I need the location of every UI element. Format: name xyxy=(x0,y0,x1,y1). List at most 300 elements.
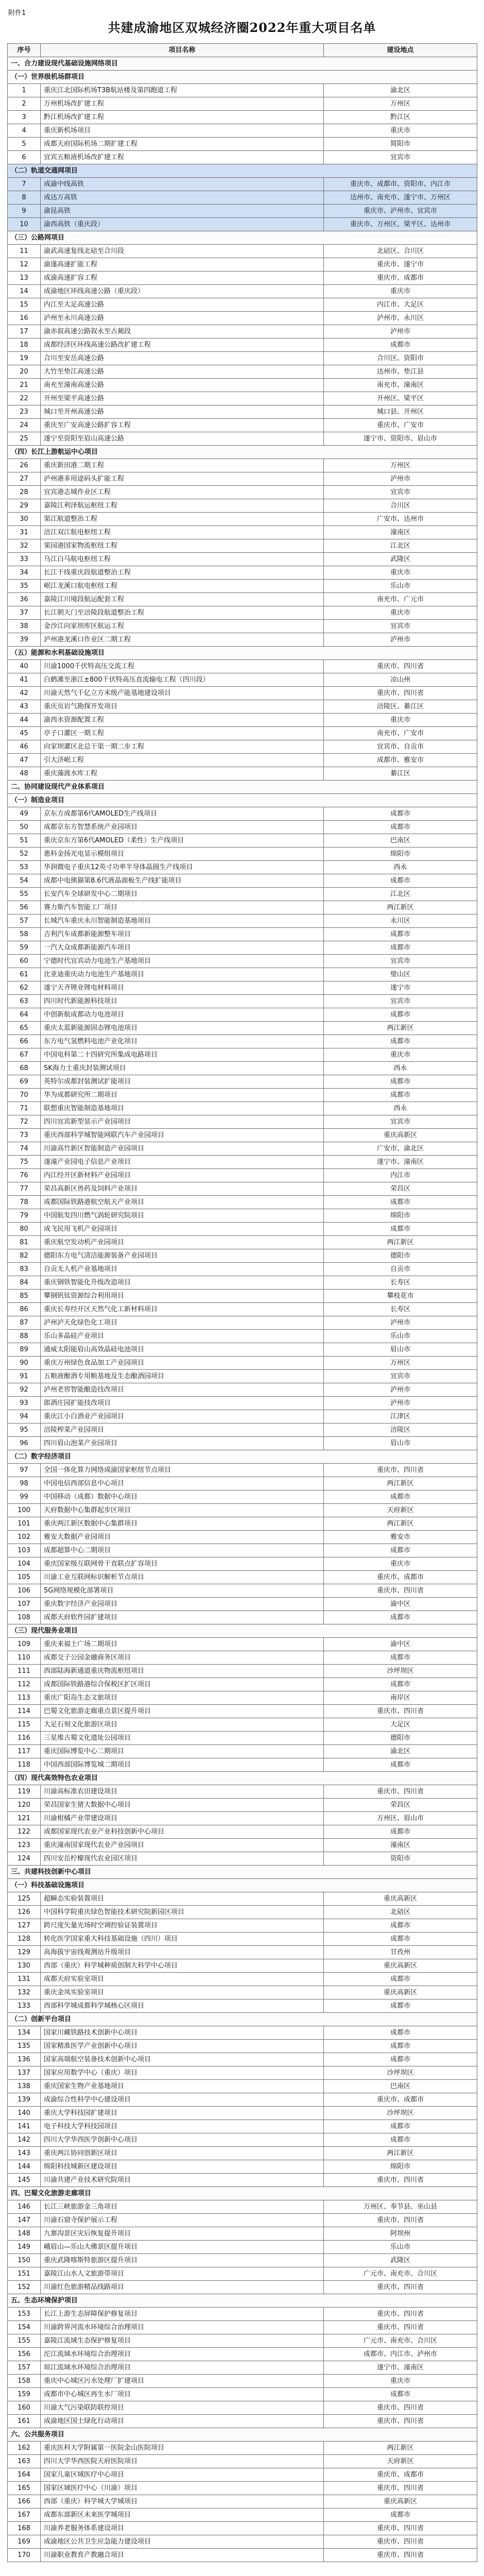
row-number: 1 xyxy=(8,84,41,97)
row-number: 136 xyxy=(8,2053,41,2066)
row-number: 164 xyxy=(8,2468,41,2482)
project-name: 惠科金扬光电显示模组项目 xyxy=(41,848,324,861)
table-row xyxy=(8,1571,477,1584)
project-name: 涪陵榨菜产业园项目 xyxy=(41,1423,324,1437)
project-table-container xyxy=(7,43,477,2562)
project-name: 四川大学华西医院天府医院项目 xyxy=(41,2455,324,2468)
table-row xyxy=(8,1263,477,1276)
project-name: 渝遂高速扩能工程 xyxy=(41,258,324,272)
project-location: 沙坪坝区 xyxy=(324,2107,477,2120)
table-row xyxy=(8,2549,477,2562)
project-name: 成都中电熊猫第8.6代液晶面板生产线扩能项目 xyxy=(41,874,324,888)
project-name: 成飞民用飞机产业园项目 xyxy=(41,1223,324,1236)
table-row xyxy=(8,553,477,566)
table-row xyxy=(8,499,477,513)
project-location: 重庆市、泸州市、宜宾市 xyxy=(324,205,477,218)
project-name: 三星堆古蜀文化遗址公园项目 xyxy=(41,1732,324,1745)
project-location: 重庆市、成都市 xyxy=(324,1571,477,1584)
row-number: 152 xyxy=(8,2281,41,2294)
table-row xyxy=(8,2468,477,2482)
table-row xyxy=(8,1464,477,1477)
section-header-row xyxy=(8,2187,477,2200)
project-location: 遂宁市、资阳市、眉山市 xyxy=(324,432,477,446)
row-number: 118 xyxy=(8,1758,41,1772)
row-number: 120 xyxy=(8,1799,41,1812)
project-name: 成都东部新区未来医学城项目 xyxy=(41,2509,324,2522)
row-number: 145 xyxy=(8,2174,41,2187)
project-name: 宜宾港志城作业区工程 xyxy=(41,486,324,499)
section-title: （二）轨道交通网项目 xyxy=(8,164,477,178)
project-location: 成都市 xyxy=(324,1075,477,1089)
table-row xyxy=(8,1156,477,1169)
project-name: 中国西部国际博览城二期项目 xyxy=(41,1758,324,1772)
table-row xyxy=(8,606,477,620)
row-number: 48 xyxy=(8,767,41,781)
header-location: 建设地点 xyxy=(324,44,477,57)
row-number: 71 xyxy=(8,1102,41,1115)
project-location: 北碚区 xyxy=(324,1906,477,1919)
project-name: 涪江双江航电枢纽工程 xyxy=(41,526,324,539)
project-location: 成都市 xyxy=(324,1544,477,1557)
row-number: 102 xyxy=(8,1531,41,1544)
project-location: 成都市 xyxy=(324,1651,477,1665)
table-row xyxy=(8,1383,477,1397)
project-name: 峨眉山—乐山大佛景区提升项目 xyxy=(41,2241,324,2254)
project-location: 重庆市、四川省 xyxy=(324,2214,477,2227)
table-row xyxy=(8,1075,477,1089)
project-name: 川渝共建产业技术研究院项目 xyxy=(41,2174,324,2187)
table-row xyxy=(8,2281,477,2294)
project-name: 重庆藻渡水库工程 xyxy=(41,767,324,781)
row-number: 2 xyxy=(8,97,41,111)
section-title: （三）现代服务业项目 xyxy=(8,1624,477,1638)
project-name: 重庆新机场项目 xyxy=(41,124,324,138)
table-row xyxy=(8,2227,477,2241)
project-name: 嘉陵江山水人文旅游带项目 xyxy=(41,2267,324,2281)
project-name: 华润微电子重庆12英寸功率半导体晶圆生产线项目 xyxy=(41,861,324,874)
row-number: 26 xyxy=(8,459,41,472)
project-name: 内江至大足高速公路 xyxy=(41,298,324,312)
project-location: 长寿区 xyxy=(324,1303,477,1316)
table-row xyxy=(8,1557,477,1571)
table-body xyxy=(8,57,477,2562)
table-row xyxy=(8,968,477,981)
project-location: 宜宾市 xyxy=(324,955,477,968)
project-location: 长寿区 xyxy=(324,1276,477,1290)
project-name: 重庆潼南国家现代农业产业园项目 xyxy=(41,1839,324,1852)
project-location: 开州区、梁平区 xyxy=(324,392,477,405)
row-number: 72 xyxy=(8,1115,41,1129)
table-row xyxy=(8,1531,477,1544)
row-number: 86 xyxy=(8,1303,41,1316)
row-number: 108 xyxy=(8,1611,41,1624)
project-name: 白鹤滩至浙江±800千伏特高压直流输电工程（四川段） xyxy=(41,673,324,687)
project-name: 嘉陵江川境段航运配套工程 xyxy=(41,593,324,606)
section-header-row xyxy=(8,164,477,178)
project-name: 宜宾五粮液机场改扩建工程 xyxy=(41,151,324,164)
project-name: 重庆页岩气勘探开发项目 xyxy=(41,700,324,714)
project-name: 合川至安岳高速公路 xyxy=(41,352,324,365)
row-number: 122 xyxy=(8,1825,41,1839)
table-row xyxy=(8,1691,477,1705)
row-number: 139 xyxy=(8,2093,41,2107)
project-name: 重庆广阳岛生态文旅项目 xyxy=(41,1691,324,1705)
row-number: 124 xyxy=(8,1852,41,1866)
project-location: 江津区 xyxy=(324,1410,477,1423)
project-name: 渝赤叙高速公路叙永至古蔺段 xyxy=(41,325,324,338)
project-location: 两江新区 xyxy=(324,1022,477,1035)
table-row xyxy=(8,1290,477,1303)
table-row xyxy=(8,1169,477,1182)
project-location: 渝中区 xyxy=(324,1638,477,1651)
table-row xyxy=(8,1651,477,1665)
project-location: 涪陵区 xyxy=(324,1423,477,1437)
project-name: 大足石刻文化旅游区项目 xyxy=(41,1718,324,1732)
table-row xyxy=(8,754,477,767)
row-number: 54 xyxy=(8,874,41,888)
project-name: 川渝高竹新区智能制造产业园项目 xyxy=(41,1142,324,1156)
table-row xyxy=(8,1276,477,1290)
project-location: 遂宁市、潼南区 xyxy=(324,2361,477,2375)
project-location: 成都市 xyxy=(324,1999,477,2013)
row-number: 128 xyxy=(8,1933,41,1946)
table-row xyxy=(8,1397,477,1410)
project-name: 川渝1000千伏特高压交流工程 xyxy=(41,660,324,673)
table-row xyxy=(8,205,477,218)
project-location: 万州区 xyxy=(324,459,477,472)
project-name: 成都国际铁路港航空航天产业项目 xyxy=(41,1196,324,1209)
project-name: 遂潼产业园电子信息产业项目 xyxy=(41,1156,324,1169)
project-location: 成都市 xyxy=(324,1089,477,1102)
project-name: 泸州泸天化绿色化工项目 xyxy=(41,1316,324,1330)
table-row xyxy=(8,700,477,714)
row-number: 103 xyxy=(8,1544,41,1557)
table-row xyxy=(8,1584,477,1598)
table-row xyxy=(8,272,477,285)
table-row xyxy=(8,2375,477,2388)
project-name: 重庆金凤实验室项目 xyxy=(41,1986,324,1999)
section-title: 五、生态环境保护项目 xyxy=(8,2294,477,2308)
project-location: 泸州市、永川区 xyxy=(324,312,477,325)
project-location: 重庆市、四川省 xyxy=(324,2281,477,2294)
project-name: 长江上游生态屏障保护修复项目 xyxy=(41,2308,324,2321)
table-row xyxy=(8,285,477,298)
row-number: 16 xyxy=(8,312,41,325)
row-number: 170 xyxy=(8,2549,41,2562)
project-name: 天府数据中心集群起步区项目 xyxy=(41,1504,324,1517)
row-number: 163 xyxy=(8,2455,41,2468)
table-row xyxy=(8,2160,477,2174)
section-header-row xyxy=(8,1866,477,1879)
section-title: （一）科技基础设施项目 xyxy=(8,1879,477,1892)
project-name: 雅安大数据产业园项目 xyxy=(41,1531,324,1544)
row-number: 55 xyxy=(8,888,41,901)
project-location: 内江市 xyxy=(324,1169,477,1182)
project-name: 重庆两江新区数据中心集群项目 xyxy=(41,1517,324,1531)
table-row xyxy=(8,191,477,205)
project-name: 重庆数字经济产业园项目 xyxy=(41,1598,324,1611)
project-location: 宜宾市 xyxy=(324,620,477,633)
row-number: 111 xyxy=(8,1665,41,1678)
row-number: 7 xyxy=(8,178,41,191)
section-title: 二、协同建设现代产业体系项目 xyxy=(8,781,477,794)
table-row xyxy=(8,1705,477,1718)
row-number: 85 xyxy=(8,1290,41,1303)
row-number: 68 xyxy=(8,1062,41,1075)
project-location: 重庆市、遂宁市 xyxy=(324,258,477,272)
table-row xyxy=(8,298,477,312)
project-name: 成都天府软件园扩建项目 xyxy=(41,1611,324,1624)
table-row xyxy=(8,1182,477,1196)
project-location: 渝北区 xyxy=(324,1745,477,1758)
table-row xyxy=(8,1959,477,1973)
table-row xyxy=(8,1999,477,2013)
section-header-row xyxy=(8,1450,477,1464)
project-location: 宜宾市 xyxy=(324,151,477,164)
project-name: 沱江流域水环境综合治理项目 xyxy=(41,2348,324,2361)
row-number: 38 xyxy=(8,620,41,633)
project-location: 巴南区 xyxy=(324,2080,477,2093)
project-name: 全国一体化算力网络成渝国家枢纽节点项目 xyxy=(41,1464,324,1477)
table-row xyxy=(8,1236,477,1249)
project-location: 泸州市 xyxy=(324,472,477,486)
project-location: 达州市、垫江县 xyxy=(324,365,477,379)
row-number: 144 xyxy=(8,2160,41,2174)
project-location: 北碚区、合川区 xyxy=(324,245,477,258)
table-row xyxy=(8,861,477,874)
project-name: 成渝地区环线高速公路（重庆段） xyxy=(41,285,324,298)
section-title: （一）世界级机场群项目 xyxy=(8,71,477,84)
table-row xyxy=(8,338,477,352)
project-name: 川渝高标准农田建设项目 xyxy=(41,1785,324,1799)
project-location: 成都市 xyxy=(324,941,477,955)
row-number: 75 xyxy=(8,1156,41,1169)
project-location: 德阳市 xyxy=(324,1249,477,1263)
project-name: 川渝工业互联网标识解析节点项目 xyxy=(41,1571,324,1584)
table-row xyxy=(8,687,477,700)
table-row xyxy=(8,1598,477,1611)
section-title: （三）公路网项目 xyxy=(8,231,477,245)
table-row xyxy=(8,1316,477,1330)
row-number: 58 xyxy=(8,928,41,941)
row-number: 62 xyxy=(8,981,41,995)
table-row xyxy=(8,2214,477,2227)
project-name: 向家坝灌区北总干渠一期二步工程 xyxy=(41,740,324,754)
table-row xyxy=(8,1410,477,1423)
row-number: 91 xyxy=(8,1370,41,1383)
section-header-row xyxy=(8,1624,477,1638)
table-row xyxy=(8,1544,477,1557)
project-location: 成都市 xyxy=(324,1919,477,1933)
project-name: 川渝跨界河流水环境综合治理项目 xyxy=(41,2321,324,2334)
project-location: 武隆区 xyxy=(324,2254,477,2267)
project-location: 璧山区 xyxy=(324,968,477,981)
project-location: 渝中区 xyxy=(324,1598,477,1611)
project-location: 简阳市 xyxy=(324,138,477,151)
section-header-row xyxy=(8,781,477,794)
project-name: 长江朝天门至涪陵段航道整治工程 xyxy=(41,606,324,620)
section-title: （四）现代高效特色农业项目 xyxy=(8,1772,477,1785)
project-location: 两江新区 xyxy=(324,2442,477,2455)
table-row xyxy=(8,178,477,191)
project-location: 潼南区 xyxy=(324,1839,477,1852)
table-row xyxy=(8,97,477,111)
table-row xyxy=(8,2200,477,2214)
project-location: 绵阳市 xyxy=(324,2160,477,2174)
project-name: 泸州港龙溪口作业区二期工程 xyxy=(41,633,324,647)
row-number: 92 xyxy=(8,1383,41,1397)
section-title: （二）数字经济项目 xyxy=(8,1450,477,1464)
table-row xyxy=(8,1812,477,1825)
table-row xyxy=(8,84,477,97)
project-name: 南充至潼南高速公路 xyxy=(41,379,324,392)
project-name: 西部科学城成都科学城核心区项目 xyxy=(41,1999,324,2013)
row-number: 46 xyxy=(8,740,41,754)
project-location: 荣昌区 xyxy=(324,1182,477,1196)
table-row xyxy=(8,1799,477,1812)
project-name: 成都天府国际机场二期扩建工程 xyxy=(41,138,324,151)
project-name: 电子科技大学科技园项目 xyxy=(41,2120,324,2133)
table-row xyxy=(8,1852,477,1866)
table-row xyxy=(8,955,477,968)
project-name: 重庆航空发动机产业园项目 xyxy=(41,1236,324,1249)
row-number: 87 xyxy=(8,1316,41,1330)
project-location: 武隆区 xyxy=(324,553,477,566)
section-header-row xyxy=(8,794,477,807)
project-name: 西部陆海新通道重庆物流枢纽项目 xyxy=(41,1665,324,1678)
row-number: 28 xyxy=(8,486,41,499)
table-row xyxy=(8,1008,477,1022)
project-location: 广安市、达州市 xyxy=(324,513,477,526)
row-number: 161 xyxy=(8,2415,41,2428)
project-location: 成都市 xyxy=(324,1678,477,1691)
project-location: 资阳市 xyxy=(324,1852,477,1866)
project-location: 宜宾市 xyxy=(324,995,477,1008)
project-location: 重庆市、四川省 xyxy=(324,2522,477,2535)
project-name: 嘉陵江利泽航运枢纽工程 xyxy=(41,499,324,513)
table-row xyxy=(8,218,477,231)
project-name: 成都市中心城区再生水厂项目 xyxy=(41,2388,324,2401)
table-row xyxy=(8,1638,477,1651)
project-location: 重庆高新区 xyxy=(324,1986,477,1999)
project-location: 重庆市、四川省 xyxy=(324,1584,477,1598)
table-row xyxy=(8,566,477,580)
row-number: 78 xyxy=(8,1196,41,1209)
section-title: 六、公共服务项目 xyxy=(8,2428,477,2442)
table-row xyxy=(8,2308,477,2321)
project-location: 凉山州 xyxy=(324,673,477,687)
project-location: 重庆市、四川省 xyxy=(324,2415,477,2428)
row-number: 30 xyxy=(8,513,41,526)
project-name: 川渝大气污染联防联控项目 xyxy=(41,2401,324,2415)
project-location: 成都市 xyxy=(324,2053,477,2066)
project-location: 江北区 xyxy=(324,539,477,553)
row-number: 138 xyxy=(8,2080,41,2093)
table-row xyxy=(8,2334,477,2348)
project-location: 遂宁市 xyxy=(324,981,477,995)
row-number: 112 xyxy=(8,1678,41,1691)
project-name: 5G网络规模化部署项目 xyxy=(41,1584,324,1598)
row-number: 94 xyxy=(8,1410,41,1423)
table-row xyxy=(8,2321,477,2334)
project-location: 合川区 xyxy=(324,499,477,513)
row-number: 49 xyxy=(8,807,41,821)
project-location: 成都市 xyxy=(324,1008,477,1022)
row-number: 18 xyxy=(8,338,41,352)
attachment-label: 附件1 xyxy=(8,9,26,17)
project-location: 成都市 xyxy=(324,338,477,352)
project-location: 绵阳市 xyxy=(324,1209,477,1223)
table-row xyxy=(8,2348,477,2361)
table-row xyxy=(8,2241,477,2254)
table-row xyxy=(8,325,477,338)
table-row xyxy=(8,1022,477,1035)
project-location: 南充市、广元市 xyxy=(324,593,477,606)
project-name: 东方电气氢燃料电池产业化项目 xyxy=(41,1035,324,1048)
section-header-row xyxy=(8,446,477,459)
table-row xyxy=(8,124,477,138)
row-number: 24 xyxy=(8,419,41,432)
row-number: 169 xyxy=(8,2535,41,2549)
table-row xyxy=(8,580,477,593)
project-location: 成都市 xyxy=(324,1825,477,1839)
project-location: 宜宾市 xyxy=(324,1115,477,1129)
project-name: 遂宁天齐锂业锂电材料项目 xyxy=(41,981,324,995)
row-number: 151 xyxy=(8,2267,41,2281)
project-location: 甘孜州 xyxy=(324,1946,477,1959)
row-number: 106 xyxy=(8,1584,41,1598)
project-name: 国家高端航空装备技术创新中心项目 xyxy=(41,2053,324,2066)
row-number: 162 xyxy=(8,2442,41,2455)
project-name: 重庆新田港二期工程 xyxy=(41,459,324,472)
table-row xyxy=(8,312,477,325)
table-row xyxy=(8,1785,477,1799)
row-number: 116 xyxy=(8,1732,41,1745)
project-name: 成渝高速扩容工程 xyxy=(41,272,324,285)
project-location: 泸州市 xyxy=(324,1397,477,1410)
project-location: 重庆市、四川省 xyxy=(324,1464,477,1477)
table-row xyxy=(8,1370,477,1383)
row-number: 140 xyxy=(8,2107,41,2120)
table-row xyxy=(8,2535,477,2549)
table-row xyxy=(8,1209,477,1223)
project-location: 乐山市 xyxy=(324,2241,477,2254)
project-name: 遂宁至资阳至眉山高速公路 xyxy=(41,432,324,446)
table-row xyxy=(8,2133,477,2147)
row-number: 119 xyxy=(8,1785,41,1799)
table-row xyxy=(8,392,477,405)
project-location: 泸州市 xyxy=(324,325,477,338)
row-number: 64 xyxy=(8,1008,41,1022)
project-name: 四川安岳柠檬现代农业园区项目 xyxy=(41,1852,324,1866)
project-location: 两江新区 xyxy=(324,1477,477,1490)
row-number: 33 xyxy=(8,553,41,566)
project-name: 万州机场改扩建工程 xyxy=(41,97,324,111)
row-number: 157 xyxy=(8,2361,41,2375)
table-row xyxy=(8,379,477,392)
project-name: 长安汽车全球研发中心二期项目 xyxy=(41,888,324,901)
table-row xyxy=(8,2174,477,2187)
project-location: 重庆市、成都市 xyxy=(324,272,477,285)
row-number: 146 xyxy=(8,2200,41,2214)
project-name: 引大济岷工程 xyxy=(41,754,324,767)
table-header-row xyxy=(8,44,477,57)
table-row xyxy=(8,1115,477,1129)
table-row xyxy=(8,2107,477,2120)
table-row xyxy=(8,1223,477,1236)
project-name: 渠江航道整治工程 xyxy=(41,513,324,526)
project-location: 重庆市、四川省 xyxy=(324,2174,477,2187)
